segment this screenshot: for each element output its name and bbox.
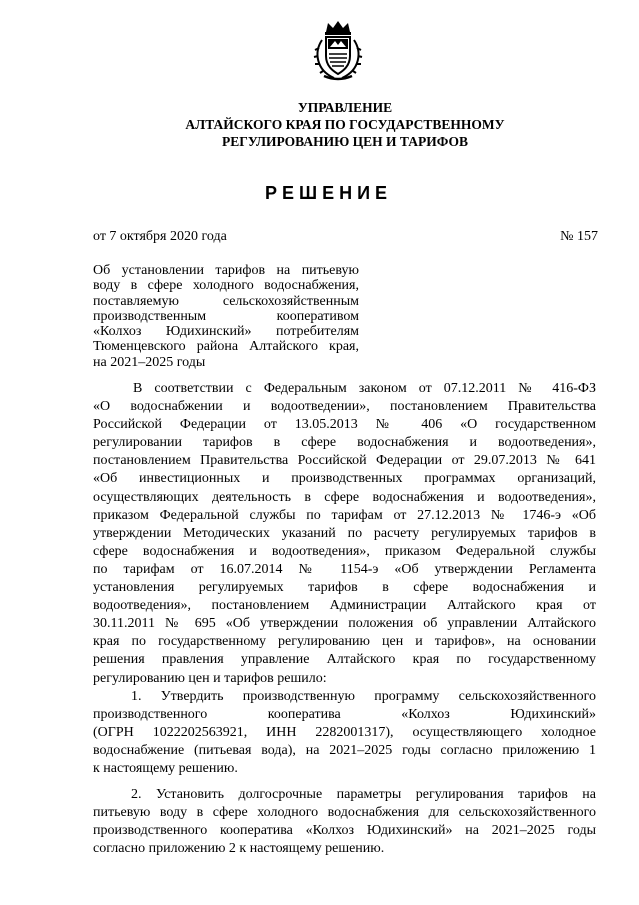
coat-of-arms-icon xyxy=(310,18,366,84)
subject-line: воду в сфере холодного водоснабжения, xyxy=(93,278,359,294)
subject-line: Тюменцевского района Алтайского края, xyxy=(93,339,359,355)
subject-line: производственным кооперативом xyxy=(93,308,359,324)
item-1-line: водоснабжение (питьевая вода), на 2021–2025 годы согласно приложению 1 xyxy=(93,742,596,758)
document-title: РЕШЕНИЕ xyxy=(264,183,393,203)
preamble-line: регулированию цен и тарифов решило: xyxy=(93,670,327,686)
item-1-line: 1. Утвердить производственную программу сельскохозяйственного xyxy=(131,688,596,704)
subject-line: поставляемую сельскохозяйственным xyxy=(93,293,359,309)
item-1-line: (ОГРН 1022202563921, ИНН 2282001317), осуществляющего холодное xyxy=(93,724,596,740)
document-subject xyxy=(93,263,359,370)
preamble-line: края по государственному регулированию цен и тарифов», на основании xyxy=(93,634,596,650)
preamble-paragraph xyxy=(93,380,596,688)
subject-line: «Колхоз Юдихинский» потребителям xyxy=(93,324,359,340)
item-1-paragraph xyxy=(93,688,596,778)
preamble-line: 30.11.2011 № 695 «Об утверждении положения об управлении Алтайского xyxy=(93,616,596,632)
subject-line: Об установлении тарифов на питьевую xyxy=(93,263,359,278)
item-1-line: производственного кооператива «Колхоз Юдихинский» xyxy=(93,706,596,722)
item-2-line: производственного кооператива «Колхоз Юдихинский» на 2021–2025 годы xyxy=(93,823,596,839)
preamble-line: решения правления управление Алтайского края по государственному xyxy=(93,652,596,668)
preamble-line: постановлением Правительства Российской Федерации от 29.07.2013 № 641 xyxy=(93,453,596,469)
preamble-line: «О водоснабжении и водоотведении», постановлением Правительства xyxy=(93,399,596,415)
issuing-authority xyxy=(140,99,550,150)
item-1-line: к настоящему решению. xyxy=(93,760,238,776)
item-2-paragraph xyxy=(93,786,596,858)
org-line-3: РЕГУЛИРОВАНИЮ ЦЕН И ТАРИФОВ xyxy=(221,134,469,149)
preamble-line: по тарифам от 16.07.2014 № 1154-э «Об утверждении Регламента xyxy=(93,561,596,577)
item-2-line: питьевую воду в сфере холодного водоснабжения для сельскохозяйственного xyxy=(93,805,596,821)
preamble-line: осуществляющих деятельность в сфере водоснабжения и водоотведения», xyxy=(93,489,596,505)
preamble-line: В соответствии с Федеральным законом от 07.12.2011 № 416-ФЗ xyxy=(133,381,596,396)
subject-line: на 2021–2025 годы xyxy=(93,354,206,370)
document-number: № 157 xyxy=(560,229,598,244)
preamble-line: регулировании тарифов в сфере водоснабжения и водоотведения», xyxy=(93,435,596,451)
org-line-1: УПРАВЛЕНИЕ xyxy=(297,100,393,115)
document-body xyxy=(93,380,596,858)
preamble-line: Российской Федерации от 13.05.2013 № 406 «О государственном xyxy=(93,417,596,433)
document-date: от 7 октября 2020 года xyxy=(93,229,227,244)
org-line-2: АЛТАЙСКОГО КРАЯ ПО ГОСУДАРСТВЕННОМУ xyxy=(185,117,505,132)
preamble-line: утверждении Методических указаний по расчету регулируемых тарифов в xyxy=(93,525,596,541)
item-2-line: 2. Установить долгосрочные параметры регулирования тарифов на xyxy=(131,787,596,803)
preamble-line: «Об инвестиционных и производственных программах организаций, xyxy=(93,471,596,487)
item-2-line: согласно приложению 2 к настоящему решению. xyxy=(93,841,385,857)
preamble-line: приказом Федеральной службы по тарифам от 27.12.2013 № 1746-э «Об xyxy=(93,507,596,523)
preamble-line: установления регулируемых тарифов в сфере водоснабжения и xyxy=(93,580,596,596)
preamble-line: водоотведения», постановлением Администрации Алтайского края от xyxy=(93,598,596,614)
preamble-line: сфере водоснабжения и водоотведения», приказом Федеральной службы xyxy=(93,543,596,559)
